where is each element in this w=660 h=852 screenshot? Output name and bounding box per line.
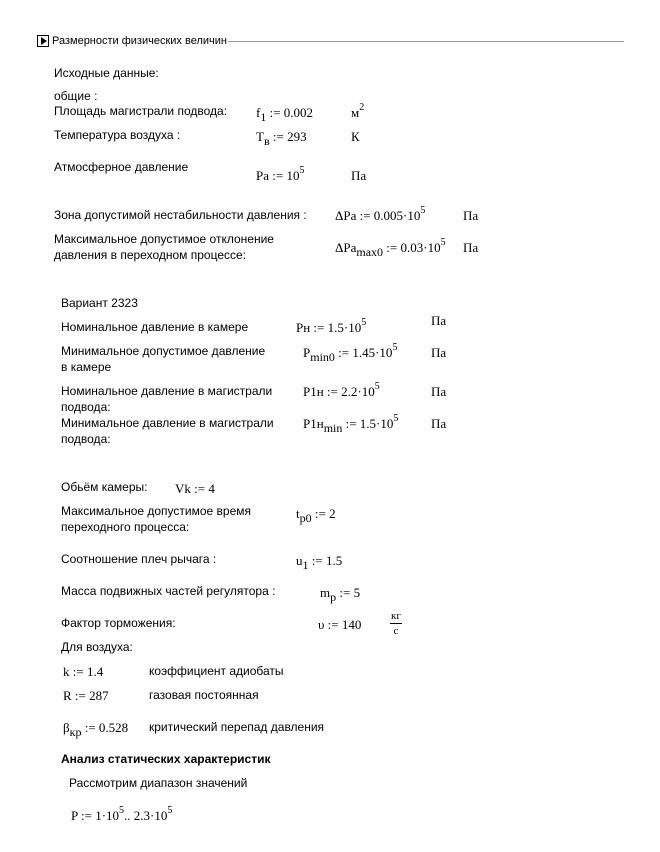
p1nmin-label-1: Минимальное давление в магистрали [61, 416, 274, 430]
p1n-unit: Па [431, 384, 447, 399]
vol-label: Обьём камеры: [61, 480, 148, 494]
area-label: Площадь магистрали подвода: [54, 104, 228, 118]
r-description: газовая постоянная [149, 688, 259, 702]
region-collapse-icon[interactable] [37, 35, 49, 47]
pmin-unit: Па [431, 345, 447, 360]
vol-expression[interactable]: Vk := 4 [175, 481, 215, 496]
lever-expression[interactable]: $u_1$ := 1.5 [296, 553, 343, 572]
pn-unit: Па [431, 313, 447, 328]
k-expression[interactable]: k := 1.4 [63, 664, 104, 679]
temp-unit: К [351, 129, 360, 144]
zone-unit: Па [463, 208, 479, 223]
atm-label: Атмосферное давление [54, 160, 189, 174]
maxdev-label-1: Максимальное допустимое отклонение [54, 232, 274, 246]
pmin-label-1: Минимальное допустимое давление [61, 344, 266, 358]
brake-expression[interactable]: υ := 140 [318, 617, 362, 632]
region-title: Размерности физических величин [52, 35, 227, 47]
pn-label: Номинальное давление в камере [61, 320, 249, 334]
brake-label: Фактор торможения: [61, 616, 176, 630]
time-label-1: Максимальное допустимое время [61, 504, 252, 518]
pn-expression[interactable]: Pн := $1.5\cdot 10^5$ [296, 317, 367, 335]
beta-description: критический перепад давления [149, 720, 325, 734]
variant-title: Вариант 2323 [61, 296, 138, 310]
p1nmin-unit: Па [431, 416, 447, 431]
lever-label: Соотношение плеч рычага : [61, 552, 217, 566]
p1n-expression[interactable]: P1н := $2.2\cdot 10^5$ [303, 381, 380, 399]
p1n-label-2: подвода: [61, 400, 111, 414]
brake-unit: $\frac{кг}{с}$ [391, 610, 401, 637]
p1n-label-1: Номинальное давление в магистрали [61, 384, 273, 398]
temp-expression[interactable]: $T_в$ := 293 [256, 129, 307, 148]
range-label: Рассмотрим диапазон значений [69, 776, 248, 790]
k-description: коэффициент адиобаты [149, 664, 284, 678]
range-expression[interactable]: P := $1\cdot 10^5$.. $2.3\cdot 10^5$ [71, 805, 173, 823]
air-label: Для воздуха: [61, 640, 133, 654]
mass-label: Масса подвижных частей регулятора : [61, 584, 276, 598]
p1nmin-expression[interactable]: $P1н_{min}$ := $1.5\cdot 10^5$ [303, 413, 399, 435]
pmin-label-2: в камере [61, 360, 112, 374]
zone-label: Зона допустимой нестабильности давления : [54, 208, 307, 222]
maxdev-expression[interactable]: ΔPa$_{max0}$ := $0.03\cdot 10^5$ [335, 237, 446, 259]
temp-label: Температура воздуха : [54, 128, 181, 142]
atm-unit: Па [351, 168, 367, 183]
time-label-2: переходного процесса: [61, 520, 190, 534]
pmin-expression[interactable]: $P_{min0}$ := $1.45\cdot 10^5$ [303, 342, 398, 364]
beta-expression[interactable]: $\beta_{кр}$ := 0.528 [63, 720, 129, 739]
analysis-heading: Анализ статических характеристик [61, 752, 271, 766]
area-unit: $м^2$ [351, 102, 365, 120]
area-expression[interactable]: $f_1$ := 0.002 [256, 105, 314, 124]
p1nmin-label-2: подвода: [61, 432, 111, 446]
maxdev-label-2: давления в переходном процессе: [54, 248, 247, 262]
r-expression[interactable]: R := 287 [63, 688, 109, 703]
general-label: общие : [54, 89, 98, 103]
mass-expression[interactable]: $m_p$ := 5 [320, 585, 361, 604]
atm-expression[interactable]: Pa := $10^5$ [256, 165, 305, 183]
region-divider [228, 41, 624, 42]
time-expression[interactable]: $t_{p0}$ := 2 [296, 506, 336, 525]
maxdev-unit: Па [463, 240, 479, 255]
initial-heading: Исходные данные: [54, 66, 159, 80]
zone-expression[interactable]: ΔPa := $0.005\cdot 10^5$ [335, 205, 426, 223]
